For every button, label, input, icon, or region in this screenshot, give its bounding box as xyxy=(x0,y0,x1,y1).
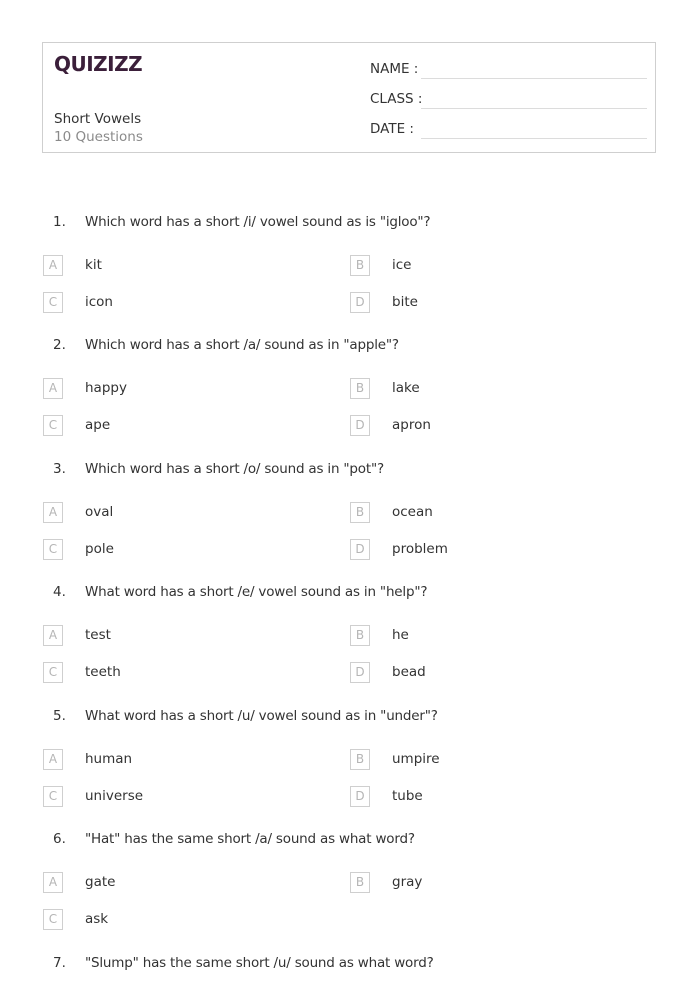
question-text: "Hat" has the same short /a/ sound as what word? xyxy=(85,831,415,847)
option-letter-box: A xyxy=(43,625,63,646)
quizizz-logo: QUIZIZZ xyxy=(54,52,143,76)
option-letter-box: D xyxy=(350,415,370,436)
question-number: 6. xyxy=(53,831,66,847)
option-letter-box: C xyxy=(43,539,63,560)
option-text: apron xyxy=(392,417,431,433)
option-text: bite xyxy=(392,294,418,310)
option-text: pole xyxy=(85,541,114,557)
question-count: 10 Questions xyxy=(54,129,143,145)
question-text: Which word has a short /a/ sound as in "apple"? xyxy=(85,337,399,353)
option-text: test xyxy=(85,627,111,643)
name-label: NAME : xyxy=(370,61,419,77)
option-letter-box: B xyxy=(350,378,370,399)
question-number: 2. xyxy=(53,337,66,353)
option-letter-box: C xyxy=(43,415,63,436)
option-letter-box: C xyxy=(43,909,63,930)
option-text: umpire xyxy=(392,751,440,767)
option-letter-box: D xyxy=(350,662,370,683)
option-letter-box: D xyxy=(350,539,370,560)
option-letter-box: B xyxy=(350,872,370,893)
option-text: ocean xyxy=(392,504,433,520)
option-text: teeth xyxy=(85,664,121,680)
option-text: ask xyxy=(85,911,109,927)
option-text: tube xyxy=(392,788,423,804)
option-letter-box: A xyxy=(43,872,63,893)
option-text: problem xyxy=(392,541,448,557)
class-field[interactable] xyxy=(421,108,647,109)
option-text: ape xyxy=(85,417,111,433)
question-text: What word has a short /u/ vowel sound as in "under"? xyxy=(85,708,438,724)
option-text: gray xyxy=(392,874,423,890)
option-letter-box: C xyxy=(43,292,63,313)
option-letter-box: B xyxy=(350,502,370,523)
worksheet-title: Short Vowels xyxy=(54,111,142,127)
option-text: gate xyxy=(85,874,116,890)
option-text: ice xyxy=(392,257,412,273)
option-text: icon xyxy=(85,294,113,310)
option-text: lake xyxy=(392,380,420,396)
option-text: bead xyxy=(392,664,426,680)
question-text: What word has a short /e/ vowel sound as in "help"? xyxy=(85,584,428,600)
question-text: Which word has a short /i/ vowel sound as is "igloo"? xyxy=(85,214,431,230)
option-letter-box: C xyxy=(43,662,63,683)
option-letter-box: B xyxy=(350,625,370,646)
option-text: oval xyxy=(85,504,114,520)
class-label: CLASS : xyxy=(370,91,423,107)
question-text: Which word has a short /o/ sound as in "pot"? xyxy=(85,461,384,477)
option-letter-box: B xyxy=(350,255,370,276)
question-number: 1. xyxy=(53,214,66,230)
question-number: 3. xyxy=(53,461,66,477)
question-number: 5. xyxy=(53,708,66,724)
option-letter-box: C xyxy=(43,786,63,807)
name-field[interactable] xyxy=(421,78,647,79)
option-text: human xyxy=(85,751,133,767)
question-number: 4. xyxy=(53,584,66,600)
option-letter-box: A xyxy=(43,255,63,276)
option-text: happy xyxy=(85,380,127,396)
date-field[interactable] xyxy=(421,138,647,139)
option-text: kit xyxy=(85,257,102,273)
option-letter-box: A xyxy=(43,749,63,770)
option-letter-box: D xyxy=(350,786,370,807)
question-text: "Slump" has the same short /u/ sound as what word? xyxy=(85,955,434,971)
option-text: he xyxy=(392,627,409,643)
option-letter-box: A xyxy=(43,378,63,399)
option-letter-box: B xyxy=(350,749,370,770)
option-letter-box: A xyxy=(43,502,63,523)
option-text: universe xyxy=(85,788,144,804)
date-label: DATE : xyxy=(370,121,414,137)
question-number: 7. xyxy=(53,955,66,971)
option-letter-box: D xyxy=(350,292,370,313)
worksheet-header xyxy=(42,42,656,153)
